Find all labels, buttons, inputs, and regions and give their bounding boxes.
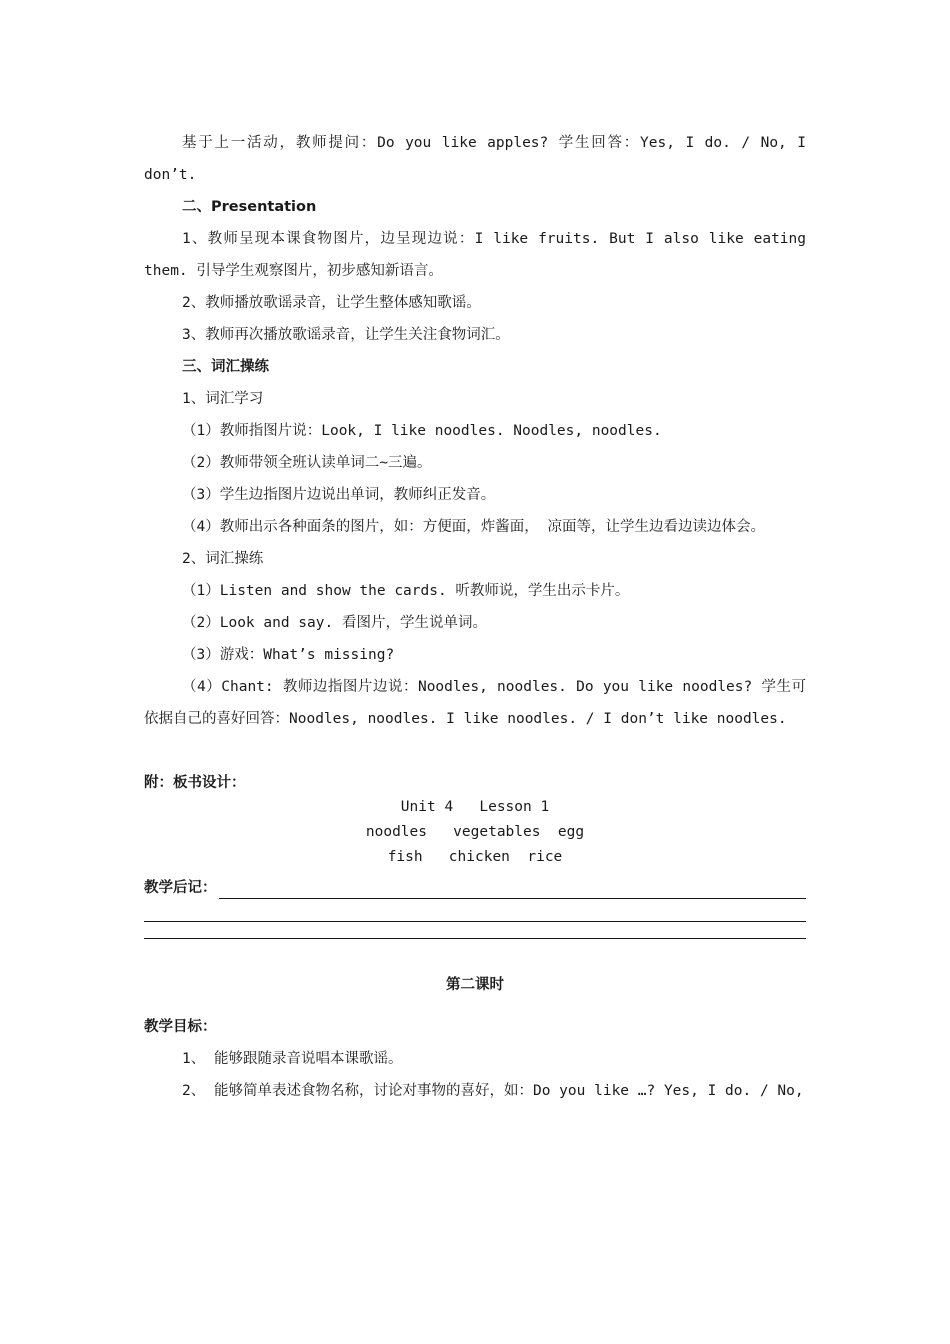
postscript-line xyxy=(219,876,807,899)
postscript-row xyxy=(144,876,806,899)
goal-number: 2、 xyxy=(182,1083,206,1099)
vocab-learning-title: 1、词汇学习 xyxy=(182,391,264,407)
lesson2-title: 第二课时 xyxy=(446,977,504,993)
board-line: fish chicken rice xyxy=(387,849,563,865)
document-page xyxy=(144,0,806,1107)
vocab-practice-item: （3）游戏：What’s missing? xyxy=(182,647,395,663)
vocab-learning-item: （1）教师指图片说：Look, I like noodles. Noodles, noodles. xyxy=(182,423,662,439)
board-design xyxy=(144,795,806,870)
vocab-learning-item: （2）教师带领全班认读单词二~三遍。 xyxy=(182,455,432,471)
vocab-practice-title: 2、词汇操练 xyxy=(182,551,264,567)
vocab-practice-item: （1）Listen and show the cards. 听教师说，学生出示卡片。 xyxy=(182,583,630,599)
vocab-learning-item: （4）教师出示各种面条的图片，如：方便面，炸酱面， 凉面等，让学生边看边读边体会。 xyxy=(182,519,765,535)
goal-text: 能够跟随录音说唱本课歌谣。 xyxy=(214,1051,403,1067)
vocab-learning-item: （3）学生边指图片边说出单词，教师纠正发音。 xyxy=(182,487,496,503)
lesson2-goals-heading: 教学目标： xyxy=(144,1019,217,1035)
board-heading: 附：板书设计： xyxy=(144,775,246,791)
activity-intro: 基于上一活动，教师提问：Do you like apples? 学生回答：Yes, I do. / No, I don’t. xyxy=(144,135,806,183)
presentation-step: 1、教师呈现本课食物图片，边呈现边说：I like fruits. But I also like eating them. 引导学生观察图片，初步感知新语言。 xyxy=(144,231,806,279)
goal-text: 能够简单表述食物名称，讨论对事物的喜好，如：Do you like …? Yes, I do. / No, xyxy=(214,1083,804,1099)
presentation-heading: 二、Presentation xyxy=(182,199,317,215)
goal-number: 1、 xyxy=(182,1051,206,1067)
vocab-heading: 三、词汇操练 xyxy=(182,359,269,375)
presentation-step: 2、教师播放歌谣录音，让学生整体感知歌谣。 xyxy=(182,295,481,311)
goal-item xyxy=(144,1043,806,1075)
goal-item xyxy=(144,1075,806,1107)
vocab-practice-item: （2）Look and say. 看图片，学生说单词。 xyxy=(182,615,487,631)
board-line: Unit 4 Lesson 1 xyxy=(400,799,550,815)
board-line: noodles vegetables egg xyxy=(365,824,585,840)
presentation-step: 3、教师再次播放歌谣录音，让学生关注食物词汇。 xyxy=(182,327,510,343)
postscript-line xyxy=(144,921,806,922)
vocab-practice-item: （4）Chant: 教师边指图片边说：Noodles, noodles. Do you like noodles? 学生可依据自己的喜好回答：Noodles, noodles. I like noodles. / I don’t like noodles. xyxy=(144,679,806,727)
postscript-label: 教学后记： xyxy=(144,880,217,896)
